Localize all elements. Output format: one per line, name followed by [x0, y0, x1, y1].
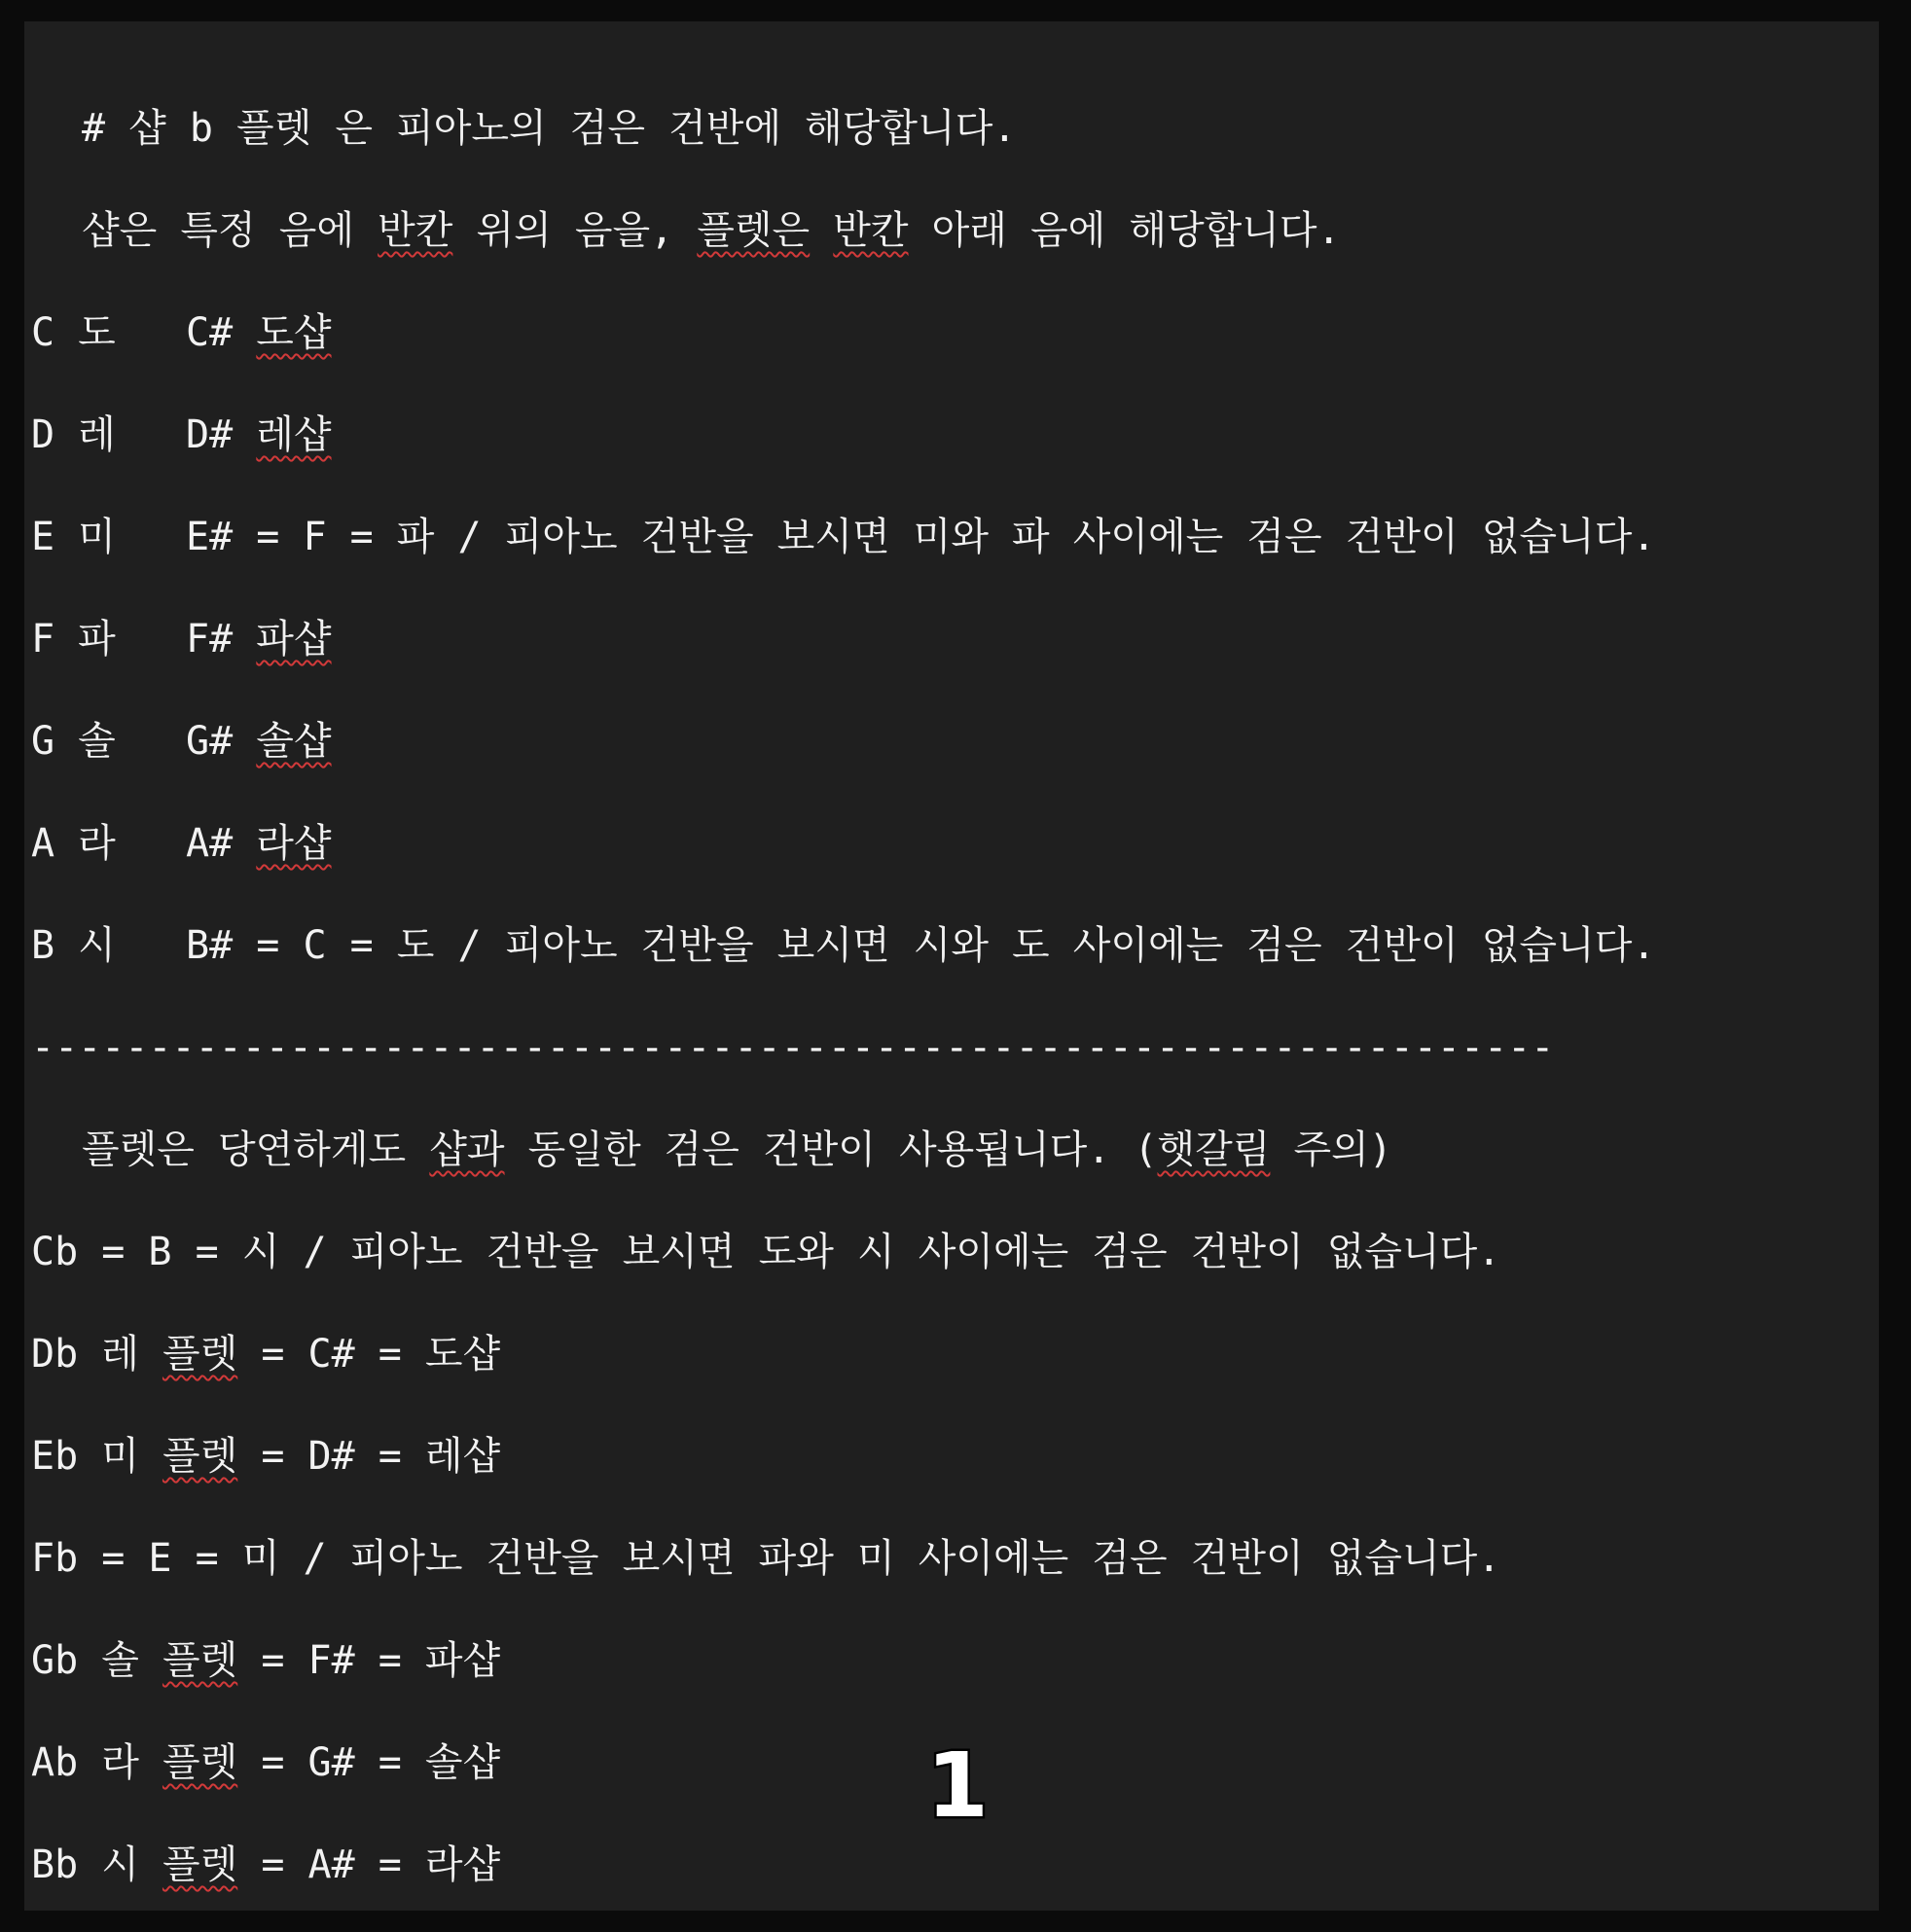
flat-line-fb: Fb = E = 미 / 피아노 건반을 보시면 파와 미 사이에는 검은 건반이 없습니다.: [31, 1536, 1501, 1581]
misspelled-word: 솔샵: [256, 719, 332, 764]
misspelled-word: 플렛: [162, 1740, 238, 1785]
misspelled-word: 햇갈림: [1157, 1127, 1271, 1172]
flat-line-eb: Eb 미 플렛 = D# = 레샵: [31, 1434, 501, 1479]
misspelled-word: 파샵: [256, 617, 332, 662]
intro-line-1: # 샵 b 플렛 은 피아노의 검은 건반에 해당합니다.: [82, 106, 1017, 151]
misspelled-word: 반칸: [378, 208, 453, 253]
sharp-line-f: F 파 F# 파샵: [31, 617, 332, 662]
sharp-line-d: D 레 D# 레샵: [31, 412, 332, 457]
misspelled-word: 플렛: [162, 1638, 238, 1683]
text-editor-area[interactable]: [24, 21, 1879, 1911]
page-number-overlay: 1: [926, 1734, 990, 1838]
misspelled-word: 플렛: [162, 1843, 238, 1887]
flat-line-cb: Cb = B = 시 / 피아노 건반을 보시면 도와 시 사이에는 검은 건반이 없습니다.: [31, 1230, 1501, 1274]
misspelled-word: 샵과: [429, 1127, 505, 1172]
separator-line: -----------------------------------------------------------------: [31, 1025, 1555, 1070]
flat-line-db: Db 레 플렛 = C# = 도샵: [31, 1332, 501, 1377]
misspelled-word: 라샵: [256, 821, 332, 866]
sharp-line-g: G 솔 G# 솔샵: [31, 719, 332, 764]
misspelled-word: 플렛: [162, 1434, 238, 1479]
misspelled-word: 플렛: [162, 1332, 238, 1377]
flat-line-ab: Ab 라 플렛 = G# = 솔샵: [31, 1740, 501, 1785]
misspelled-word: 반칸: [833, 208, 909, 253]
misspelled-word: 도샵: [256, 310, 332, 355]
flat-line-bb: Bb 시 플렛 = A# = 라샵: [31, 1843, 501, 1887]
intro-line-2: 샵은 특정 음에 반칸 위의 음을, 플렛은 반칸 아래 음에 해당합니다.: [82, 208, 1341, 253]
sharp-line-c: C 도 C# 도샵: [31, 310, 332, 355]
sharp-line-e: E 미 E# = F = 파 / 피아노 건반을 보시면 미와 파 사이에는 검은 건반이 없습니다.: [31, 515, 1656, 559]
misspelled-word: 플렛은: [697, 208, 811, 253]
flat-intro-line: 플렛은 당연하게도 샵과 동일한 검은 건반이 사용됩니다. (햇갈림 주의): [82, 1127, 1392, 1172]
flat-line-gb: Gb 솔 플렛 = F# = 파샵: [31, 1638, 501, 1683]
sharp-line-a: A 라 A# 라샵: [31, 821, 332, 866]
misspelled-word: 레샵: [256, 412, 332, 457]
sharp-line-b: B 시 B# = C = 도 / 피아노 건반을 보시면 시와 도 사이에는 검은 건반이 없습니다.: [31, 923, 1656, 968]
